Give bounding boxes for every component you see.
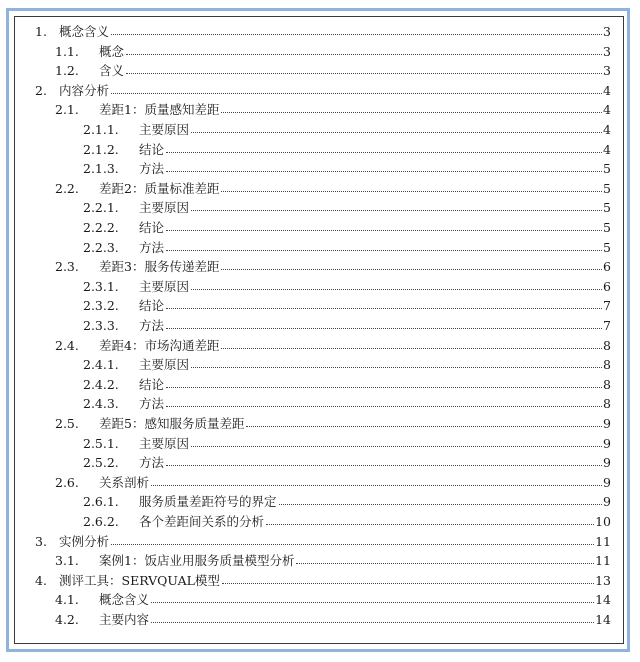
toc-entry-page: 4 xyxy=(603,102,611,118)
toc-entry[interactable] xyxy=(15,120,623,140)
toc-entry-number: 2.3.2. xyxy=(83,298,119,314)
toc-entry-page: 9 xyxy=(603,416,611,431)
toc-page xyxy=(14,16,624,644)
toc-dot-leader xyxy=(166,250,602,251)
toc-entry-number: 2.3. xyxy=(55,259,79,275)
toc-entry[interactable] xyxy=(15,453,623,473)
toc-dot-leader xyxy=(151,622,594,623)
toc-dot-leader xyxy=(111,544,594,545)
toc-dot-leader xyxy=(166,387,602,388)
toc-dot-leader xyxy=(111,93,602,94)
toc-entry[interactable] xyxy=(15,257,623,277)
toc-entry-title: 差距5：感知服务质量差距 xyxy=(99,416,245,431)
toc-entry-number: 2.3.1. xyxy=(83,278,119,294)
toc-entry-number: 2.4.1. xyxy=(83,357,119,373)
toc-dot-leader xyxy=(166,465,602,466)
toc-entry-page: 14 xyxy=(595,612,611,627)
toc-entry-number: 3.1. xyxy=(55,553,79,569)
toc-dot-leader xyxy=(111,34,602,35)
toc-entry-title: 主要原因 xyxy=(139,278,190,294)
toc-entry[interactable] xyxy=(15,414,623,434)
toc-dot-leader xyxy=(266,524,594,525)
toc-entry-number: 2.4.2. xyxy=(83,376,119,392)
toc-entry-title: 方法 xyxy=(139,318,165,333)
toc-entry-number: 2.4. xyxy=(55,337,79,353)
toc-entry-title: 主要原因 xyxy=(139,200,190,216)
toc-entry[interactable] xyxy=(15,316,623,336)
toc-entry[interactable] xyxy=(15,22,623,42)
toc-entry-number: 4.1. xyxy=(55,592,79,608)
toc-entry-page: 6 xyxy=(603,278,611,294)
toc-entry-title: 差距2：质量标准差距 xyxy=(99,180,220,196)
toc-entry-number: 4. xyxy=(35,572,47,588)
toc-entry[interactable] xyxy=(15,473,623,493)
toc-entry-title: 主要原因 xyxy=(139,122,190,137)
toc-entry-title: 结论 xyxy=(139,298,165,314)
toc-entry-page: 3 xyxy=(603,24,611,39)
toc-entry[interactable] xyxy=(15,140,623,160)
toc-entry-title: 差距4：市场沟通差距 xyxy=(99,337,220,353)
toc-entry-number: 2.4.3. xyxy=(83,396,119,412)
toc-entry-page: 5 xyxy=(603,200,611,216)
toc-dot-leader xyxy=(221,112,602,113)
toc-entry-page: 3 xyxy=(603,43,611,59)
toc-entry-title: 结论 xyxy=(139,376,165,392)
toc-dot-leader xyxy=(166,308,602,309)
toc-entry-number: 1. xyxy=(35,24,47,39)
toc-entry-title: 各个差距间关系的分析 xyxy=(139,514,265,529)
toc-entry-number: 2.5. xyxy=(55,416,79,431)
toc-entry-number: 2.6. xyxy=(55,474,79,490)
toc-entry-title: 关系剖析 xyxy=(99,474,150,490)
toc-dot-leader xyxy=(222,583,594,584)
toc-dot-leader xyxy=(191,132,602,133)
toc-entry-title: 结论 xyxy=(139,220,165,235)
toc-dot-leader xyxy=(221,191,602,192)
toc-dot-leader xyxy=(126,73,602,74)
toc-entry-page: 11 xyxy=(595,553,611,569)
toc-entry-number: 2.1.2. xyxy=(83,141,119,157)
toc-entry-page: 7 xyxy=(603,298,611,314)
toc-entry-title: 案例1：饭店业用服务质量模型分析 xyxy=(99,553,295,569)
toc-entry-title: 差距3：服务传递差距 xyxy=(99,259,220,275)
toc-entry-number: 2.2.2. xyxy=(83,220,119,235)
toc-dot-leader xyxy=(191,446,602,447)
toc-entry[interactable] xyxy=(15,551,623,571)
toc-dot-leader xyxy=(151,485,602,486)
toc-entry[interactable] xyxy=(15,296,623,316)
toc-entry-title: 概念含义 xyxy=(99,592,150,608)
toc-entry-title: 服务质量差距符号的界定 xyxy=(139,494,277,510)
toc-entry[interactable] xyxy=(15,394,623,414)
toc-entry-number: 2.2.1. xyxy=(83,200,119,216)
toc-entry-number: 2.5.1. xyxy=(83,435,119,451)
toc-entry-page: 9 xyxy=(603,455,611,471)
toc-entry[interactable] xyxy=(15,42,623,62)
toc-entry[interactable] xyxy=(15,179,623,199)
toc-entry[interactable] xyxy=(15,159,623,179)
toc-entry-number: 2.1. xyxy=(55,102,79,118)
toc-entry-number: 2.2. xyxy=(55,180,79,196)
toc-entry-title: 内容分析 xyxy=(59,82,110,98)
toc-entry-page: 4 xyxy=(603,141,611,157)
toc-entry-number: 1.2. xyxy=(55,63,79,79)
toc-entry[interactable] xyxy=(15,610,623,630)
toc-dot-leader xyxy=(166,406,602,407)
toc-entry-page: 8 xyxy=(603,337,611,353)
toc-entry-page: 8 xyxy=(603,357,611,373)
toc-entry-page: 4 xyxy=(603,122,611,137)
toc-entry-title: 主要原因 xyxy=(139,435,190,451)
toc-dot-leader xyxy=(126,54,602,55)
toc-entry-page: 5 xyxy=(603,220,611,235)
toc-entry[interactable] xyxy=(15,81,623,101)
toc-entry[interactable] xyxy=(15,375,623,395)
toc-entry-title: 含义 xyxy=(99,63,125,79)
toc-dot-leader xyxy=(166,152,602,153)
toc-dot-leader xyxy=(166,230,602,231)
toc-entry-page: 5 xyxy=(603,239,611,255)
toc-dot-leader xyxy=(191,289,602,290)
toc-dot-leader xyxy=(151,602,594,603)
toc-entry-title: 主要原因 xyxy=(139,357,190,373)
toc-entry-page: 10 xyxy=(595,514,611,529)
toc-entry[interactable] xyxy=(15,434,623,454)
toc-entry-title: 方法 xyxy=(139,455,165,471)
toc-entry-title: 实例分析 xyxy=(59,533,110,549)
toc-entry-number: 2.1.3. xyxy=(83,161,119,177)
toc-entry[interactable] xyxy=(15,355,623,375)
toc-entry-number: 3. xyxy=(35,533,47,549)
toc-entry-page: 9 xyxy=(603,474,611,490)
toc-dot-leader xyxy=(191,210,602,211)
toc-dot-leader xyxy=(191,367,602,368)
toc-entry-page: 5 xyxy=(603,180,611,196)
toc-entry-title: 概念 xyxy=(99,43,125,59)
toc-entry-title: 主要内容 xyxy=(99,612,150,627)
toc-entry-title: 差距1：质量感知差距 xyxy=(99,102,220,118)
toc-entry-page: 13 xyxy=(595,572,611,588)
toc-entry[interactable] xyxy=(15,218,623,238)
toc-entry-title: 方法 xyxy=(139,396,165,412)
toc-entry-title: 方法 xyxy=(139,161,165,177)
toc-entry-number: 2.6.1. xyxy=(83,494,119,510)
toc-entry[interactable] xyxy=(15,100,623,120)
toc-entry[interactable] xyxy=(15,198,623,218)
toc-dot-leader xyxy=(166,171,602,172)
toc-entry-number: 2.1.1. xyxy=(83,122,119,137)
toc-entry-number: 2.3.3. xyxy=(83,318,119,333)
toc-dot-leader xyxy=(221,348,602,349)
toc-entry-page: 8 xyxy=(603,396,611,412)
toc-entry-number: 2.2.3. xyxy=(83,239,119,255)
toc-dot-leader xyxy=(279,504,602,505)
toc-entry-page: 11 xyxy=(595,533,611,549)
toc-dot-leader xyxy=(246,426,602,427)
toc-entry[interactable] xyxy=(15,277,623,297)
toc-entry-page: 9 xyxy=(603,435,611,451)
toc-entry-number: 2.6.2. xyxy=(83,514,119,529)
toc-entry-page: 5 xyxy=(603,161,611,177)
toc-entry-title: 方法 xyxy=(139,239,165,255)
toc-entry-number: 2.5.2. xyxy=(83,455,119,471)
toc-dot-leader xyxy=(166,328,602,329)
toc-entry-page: 4 xyxy=(603,82,611,98)
toc-entry-number: 4.2. xyxy=(55,612,79,627)
toc-entry-title: 概念含义 xyxy=(59,24,110,39)
toc-dot-leader xyxy=(221,269,602,270)
toc-entry-page: 9 xyxy=(603,494,611,510)
toc-entry[interactable] xyxy=(15,512,623,532)
toc-entry-number: 2. xyxy=(35,82,47,98)
toc-entry-page: 7 xyxy=(603,318,611,333)
toc-entry[interactable] xyxy=(15,61,623,81)
toc-entry-number: 1.1. xyxy=(55,43,79,59)
toc-entry[interactable] xyxy=(15,571,623,591)
toc-entry[interactable] xyxy=(15,590,623,610)
toc-dot-leader xyxy=(296,563,594,564)
toc-entry-page: 6 xyxy=(603,259,611,275)
toc-entry[interactable] xyxy=(15,238,623,258)
toc-entry[interactable] xyxy=(15,532,623,552)
toc-entry-title: 测评工具：SERVQUAL模型 xyxy=(59,572,220,588)
toc-entry-page: 3 xyxy=(603,63,611,79)
toc-entry-title: 结论 xyxy=(139,141,165,157)
toc-entry[interactable] xyxy=(15,336,623,356)
toc-entry[interactable] xyxy=(15,492,623,512)
toc-entry-page: 14 xyxy=(595,592,611,608)
toc-entry-page: 8 xyxy=(603,376,611,392)
